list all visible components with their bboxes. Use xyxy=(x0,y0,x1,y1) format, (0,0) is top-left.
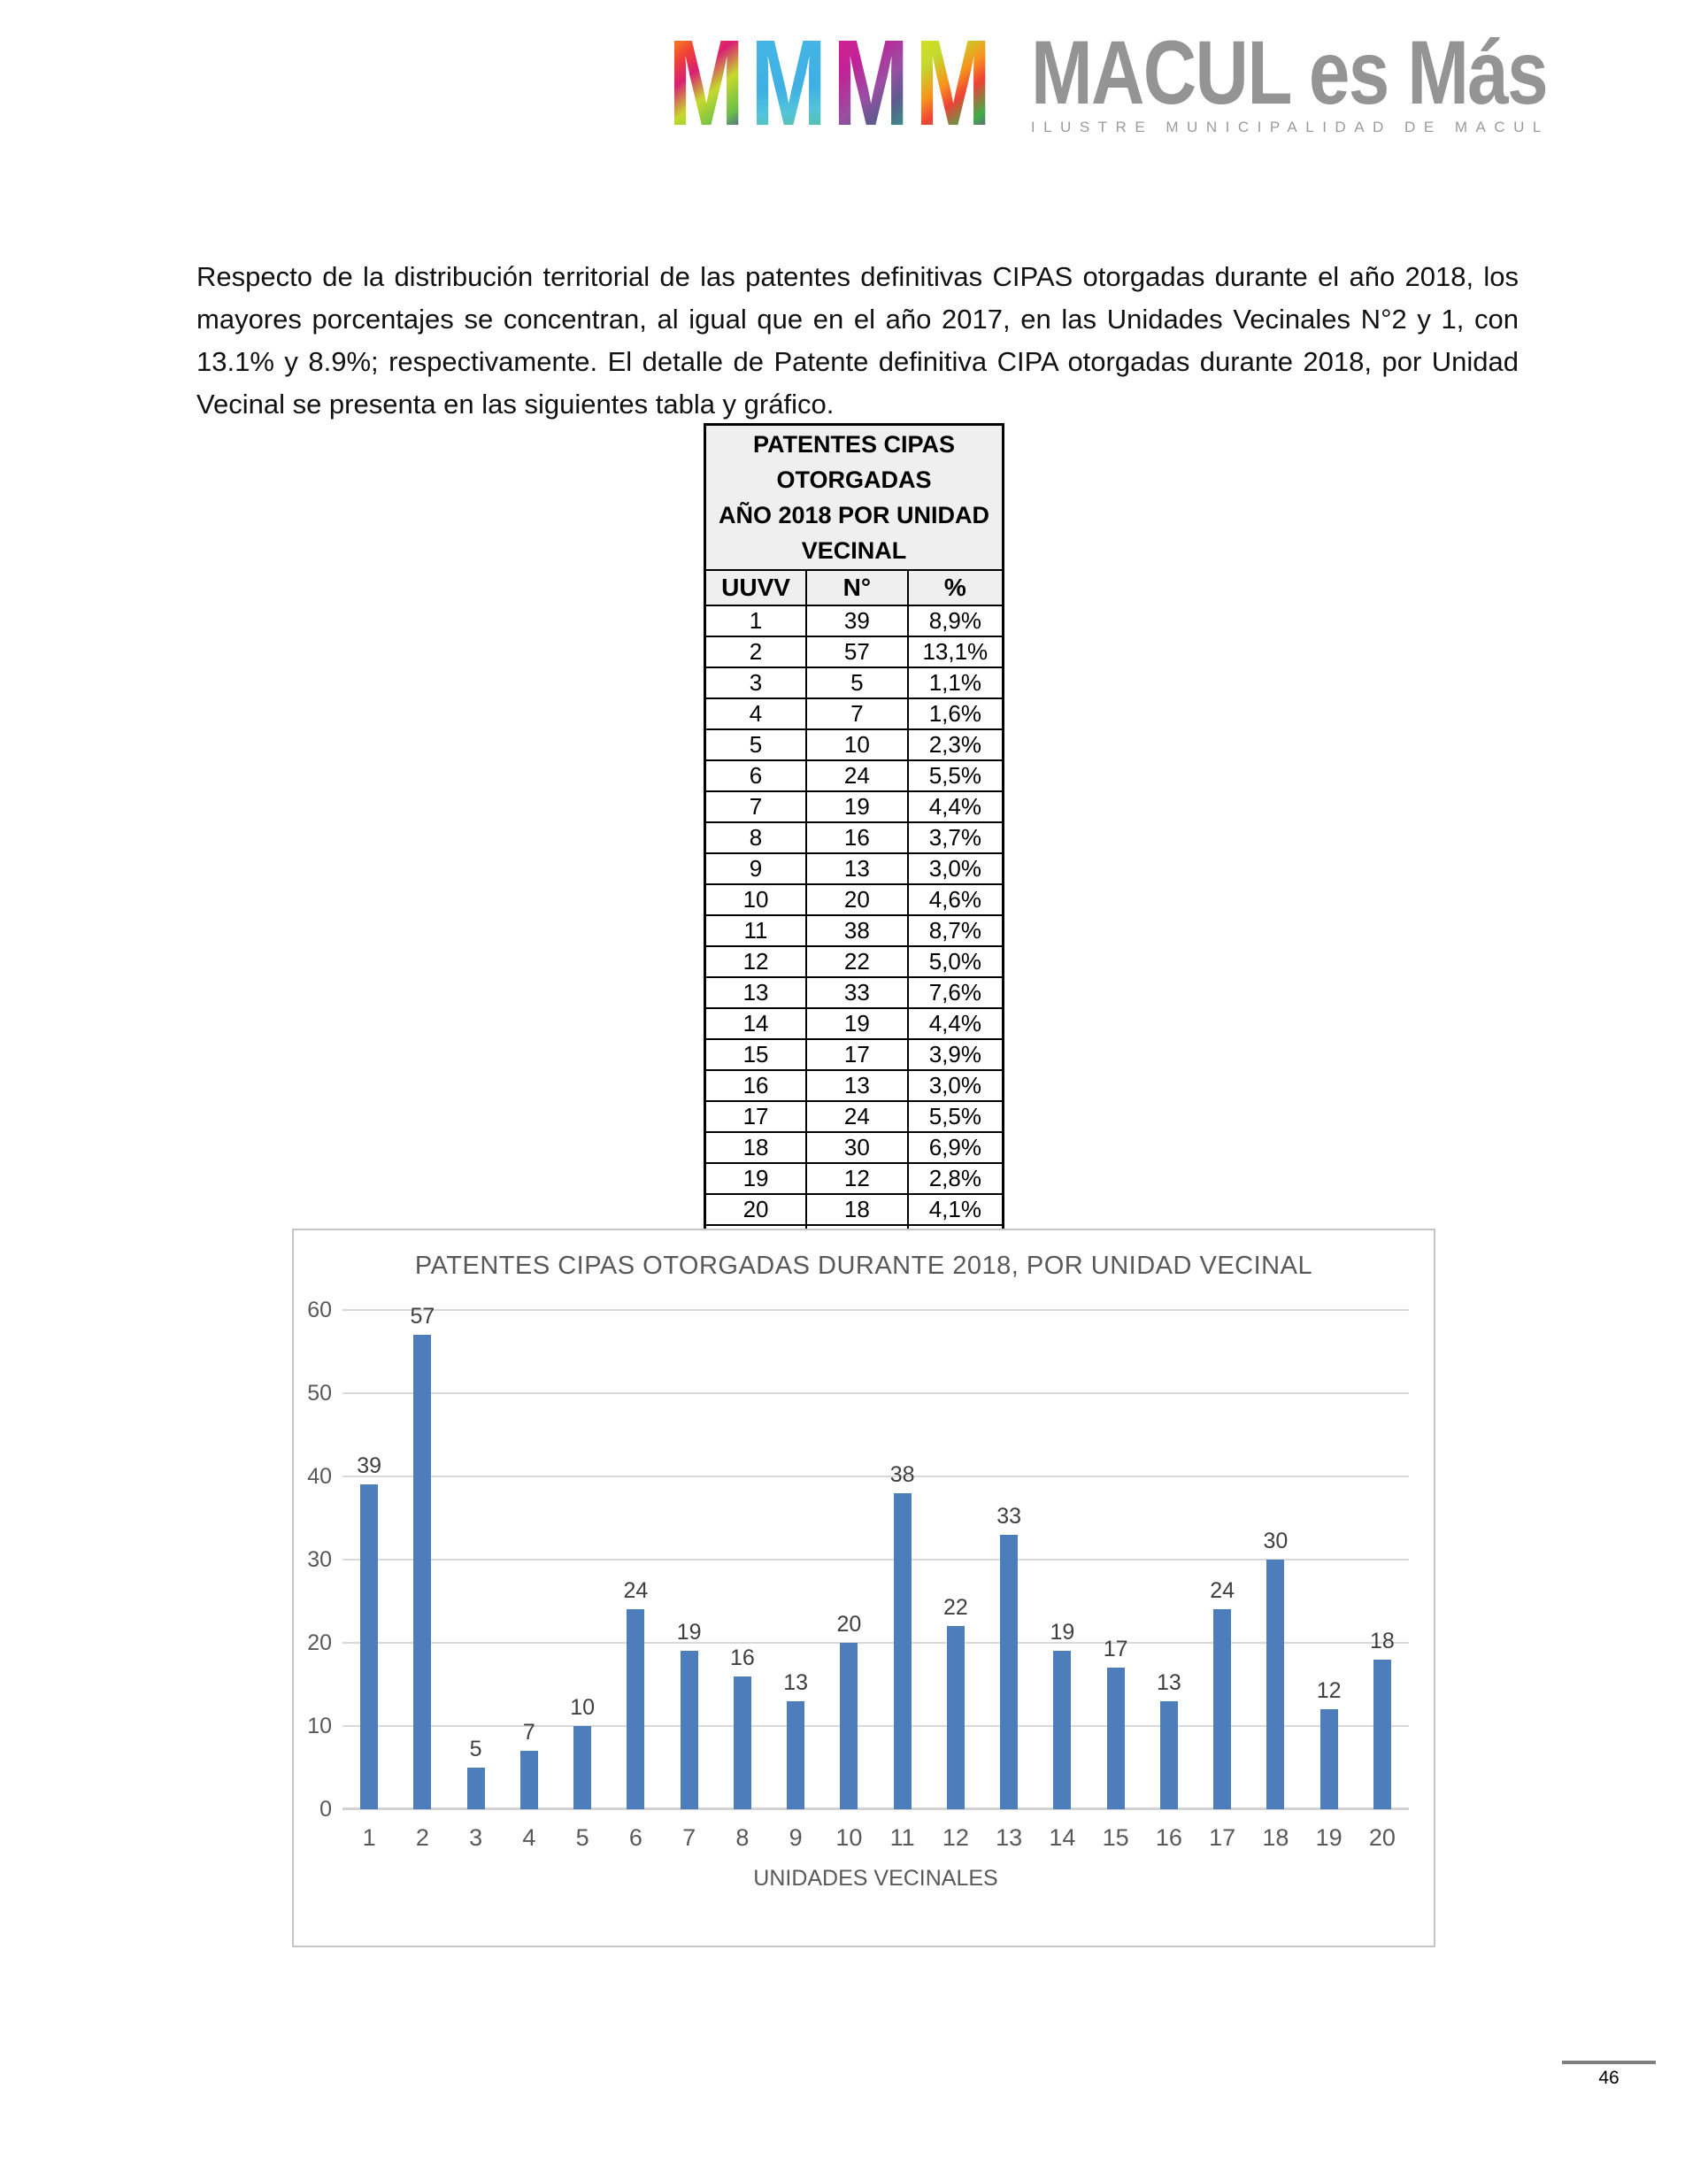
table-cell: 4,4% xyxy=(908,1008,1004,1039)
column-header-uuvv: UUVV xyxy=(705,570,807,605)
x-axis-tick-label: 4 xyxy=(522,1824,536,1851)
table-cell: 33 xyxy=(806,977,908,1008)
bar-uv-4 xyxy=(520,1751,538,1809)
patentes-table xyxy=(704,423,1004,1262)
brand-tagline: ILUSTRE MUNICIPALIDAD DE MACUL xyxy=(1030,119,1550,135)
table-cell: 7 xyxy=(705,791,807,822)
bar-uv-19 xyxy=(1320,1709,1338,1809)
y-axis-tick-label: 60 xyxy=(307,1298,332,1322)
table-cell: 4,1% xyxy=(908,1194,1004,1225)
logo-m2-icon: M xyxy=(750,15,827,151)
table-cell: 9 xyxy=(705,853,807,884)
bar-uv-11 xyxy=(894,1493,912,1809)
table-row xyxy=(705,760,1004,791)
table-title xyxy=(705,425,1004,571)
x-axis-tick-label: 8 xyxy=(735,1824,750,1851)
table-row xyxy=(705,1194,1004,1225)
x-axis-tick-label: 19 xyxy=(1315,1824,1343,1851)
table-cell: 18 xyxy=(705,1132,807,1163)
table-cell: 3,0% xyxy=(908,853,1004,884)
bar-value-label: 30 xyxy=(1263,1529,1289,1553)
x-axis-tick-label: 6 xyxy=(628,1824,642,1851)
y-axis-tick-label: 20 xyxy=(307,1630,332,1655)
table-cell: 16 xyxy=(705,1070,807,1101)
table-cell: 7 xyxy=(806,698,908,729)
table-row xyxy=(705,884,1004,915)
table-cell: 57 xyxy=(806,636,908,667)
table-row xyxy=(705,853,1004,884)
logo-m3-icon: M xyxy=(832,15,910,151)
x-axis-tick-label: 16 xyxy=(1155,1824,1182,1851)
table-row xyxy=(705,729,1004,760)
bar-value-label: 20 xyxy=(836,1612,862,1637)
logo-m4-icon: M xyxy=(914,15,992,151)
bar-uv-2 xyxy=(413,1335,431,1809)
brand-name: MACUL es Más xyxy=(1030,22,1547,123)
x-axis-tick-label: 15 xyxy=(1102,1824,1129,1851)
x-axis-tick-label: 5 xyxy=(575,1824,589,1851)
bar-uv-9 xyxy=(787,1701,804,1809)
x-axis-tick-label: 12 xyxy=(942,1824,969,1851)
bar-uv-13 xyxy=(1000,1535,1018,1809)
bar-value-label: 5 xyxy=(469,1737,482,1761)
table-cell: 6,9% xyxy=(908,1132,1004,1163)
table-row xyxy=(705,946,1004,977)
gridline-y-50 xyxy=(342,1392,1409,1394)
table-row xyxy=(705,1132,1004,1163)
footer-divider xyxy=(1562,2061,1656,2064)
table-cell: 4,4% xyxy=(908,791,1004,822)
bar-uv-14 xyxy=(1053,1651,1071,1809)
table-cell: 5 xyxy=(806,667,908,698)
table-body xyxy=(705,605,1004,1261)
table-cell: 24 xyxy=(806,1101,908,1132)
bar-value-label: 39 xyxy=(357,1453,382,1479)
table-cell: 13,1% xyxy=(908,636,1004,667)
bar-value-label: 57 xyxy=(410,1304,435,1329)
table-cell: 8 xyxy=(705,822,807,853)
table-cell: 4,6% xyxy=(908,884,1004,915)
bar-uv-3 xyxy=(467,1768,485,1809)
bar-uv-15 xyxy=(1107,1668,1125,1809)
bar-value-label: 22 xyxy=(942,1595,968,1621)
table-title-row xyxy=(705,425,1004,571)
gridline-y-20 xyxy=(342,1642,1409,1644)
bar-uv-8 xyxy=(734,1676,751,1809)
table-title-line2: AÑO 2018 POR UNIDAD VECINAL xyxy=(718,502,990,564)
table-cell: 13 xyxy=(705,977,807,1008)
bar-value-label: 7 xyxy=(522,1720,535,1746)
table-row xyxy=(705,791,1004,822)
table-cell: 18 xyxy=(806,1194,908,1225)
table-cell: 22 xyxy=(806,946,908,977)
table-cell: 24 xyxy=(806,760,908,791)
table-cell: 7,6% xyxy=(908,977,1004,1008)
page-number: 46 xyxy=(1598,2068,1620,2088)
table-cell: 15 xyxy=(705,1039,807,1070)
y-axis-tick-label: 0 xyxy=(319,1797,332,1822)
x-axis-tick-label: 9 xyxy=(789,1824,803,1851)
table-row xyxy=(705,636,1004,667)
table-cell: 38 xyxy=(806,915,908,946)
table-cell: 16 xyxy=(806,822,908,853)
table-cell: 19 xyxy=(806,1008,908,1039)
bar-uv-12 xyxy=(947,1626,965,1809)
table-cell: 10 xyxy=(705,884,807,915)
x-axis-tick-label: 13 xyxy=(996,1824,1023,1851)
table-cell: 1,1% xyxy=(908,667,1004,698)
x-axis-tick-label: 20 xyxy=(1368,1824,1396,1851)
table-cell: 13 xyxy=(806,853,908,884)
x-axis-tick-label: 7 xyxy=(682,1824,696,1851)
column-header-pct: % xyxy=(908,570,1004,605)
table-cell: 8,9% xyxy=(908,605,1004,636)
logo-m1-icon: M xyxy=(668,15,745,151)
table-row xyxy=(705,605,1004,636)
table-cell: 5,5% xyxy=(908,760,1004,791)
bar-uv-18 xyxy=(1266,1560,1284,1809)
x-axis-tick-label: 17 xyxy=(1209,1824,1236,1851)
bar-value-label: 12 xyxy=(1316,1678,1342,1704)
table-cell: 17 xyxy=(705,1101,807,1132)
bar-value-label: 13 xyxy=(783,1669,809,1695)
table-cell: 3,7% xyxy=(908,822,1004,853)
table-row xyxy=(705,1163,1004,1194)
table-cell: 1,6% xyxy=(908,698,1004,729)
table-row xyxy=(705,1101,1004,1132)
y-axis-tick-label: 40 xyxy=(307,1464,332,1489)
table-row xyxy=(705,667,1004,698)
table-cell: 5 xyxy=(705,729,807,760)
y-axis-tick-label: 50 xyxy=(307,1381,332,1406)
bar-uv-10 xyxy=(840,1643,858,1809)
bar-value-label: 24 xyxy=(1210,1578,1235,1604)
table-cell: 5,0% xyxy=(908,946,1004,977)
table-cell: 1 xyxy=(705,605,807,636)
x-axis-tick-label: 11 xyxy=(889,1824,915,1851)
table-cell: 4 xyxy=(705,698,807,729)
x-axis-tick-label: 14 xyxy=(1049,1824,1076,1851)
table-cell: 2,8% xyxy=(908,1163,1004,1194)
x-axis-tick-label: 18 xyxy=(1262,1824,1289,1851)
table-cell: 20 xyxy=(806,884,908,915)
table-cell: 19 xyxy=(705,1163,807,1194)
x-axis-tick-label: 3 xyxy=(469,1824,483,1851)
bar-value-label: 10 xyxy=(570,1695,596,1720)
table-cell: 2 xyxy=(705,636,807,667)
x-axis-tick-label: 1 xyxy=(362,1824,376,1851)
table-cell: 20 xyxy=(705,1194,807,1225)
bar-value-label: 17 xyxy=(1103,1637,1128,1662)
table-cell: 10 xyxy=(806,729,908,760)
bar-chart xyxy=(292,1229,1435,1947)
column-header-n: N° xyxy=(806,570,908,605)
table-row xyxy=(705,1008,1004,1039)
table-cell: 2,3% xyxy=(908,729,1004,760)
bar-uv-5 xyxy=(573,1726,591,1809)
bar-uv-7 xyxy=(681,1651,698,1809)
bar-uv-1 xyxy=(360,1484,378,1809)
bar-uv-20 xyxy=(1373,1660,1391,1809)
municipality-logo xyxy=(668,15,1660,151)
table-cell: 3,0% xyxy=(908,1070,1004,1101)
table-title-line1: PATENTES CIPAS OTORGADAS xyxy=(752,431,956,493)
bar-value-label: 33 xyxy=(996,1503,1022,1529)
gridline-y-60 xyxy=(342,1309,1409,1311)
table-row xyxy=(705,977,1004,1008)
bar-uv-16 xyxy=(1160,1701,1178,1809)
table-cell: 3,9% xyxy=(908,1039,1004,1070)
bar-value-label: 19 xyxy=(676,1620,702,1645)
chart-title: PATENTES CIPAS OTORGADAS DURANTE 2018, POR UNIDAD VECINAL xyxy=(414,1252,1313,1280)
table-cell: 30 xyxy=(806,1132,908,1163)
table-cell: 14 xyxy=(705,1008,807,1039)
table-cell: 12 xyxy=(705,946,807,977)
table-cell: 19 xyxy=(806,791,908,822)
table-cell: 5,5% xyxy=(908,1101,1004,1132)
chart-plot-area xyxy=(307,1298,1409,1891)
bar-uv-17 xyxy=(1213,1609,1231,1809)
bar-value-label: 24 xyxy=(623,1578,649,1604)
bar-value-label: 38 xyxy=(889,1461,915,1487)
bar-uv-6 xyxy=(627,1609,644,1809)
x-axis-tick-label: 10 xyxy=(835,1824,863,1851)
x-axis-tick-label: 2 xyxy=(415,1824,429,1851)
logo-mmmm-icon xyxy=(668,15,997,151)
table-cell: 39 xyxy=(806,605,908,636)
table-cell: 3 xyxy=(705,667,807,698)
table-cell: 17 xyxy=(806,1039,908,1070)
bar-value-label: 13 xyxy=(1156,1669,1181,1695)
table-row xyxy=(705,1039,1004,1070)
bar-value-label: 16 xyxy=(729,1645,755,1670)
intro-paragraph: Respecto de la distribución territorial de las patentes definitivas CIPAS otorgadas durante el año 2018, los mayores porcentajes se concentran, al igual que en el año 2017, en las Unidades Vecinales N°2 y 1, con 13.1% y 8.9%; respectivamente. El detalle de Patente definitiva CIPA otorgadas durante 2018, por Unidad Vecinal se presenta en las siguientes tabla y gráfico. xyxy=(196,261,1519,420)
y-axis-tick-label: 10 xyxy=(307,1714,332,1738)
table-header-row xyxy=(705,570,1004,605)
table-cell: 8,7% xyxy=(908,915,1004,946)
y-axis-tick-label: 30 xyxy=(307,1547,332,1572)
bar-value-label: 18 xyxy=(1369,1628,1395,1653)
bar-value-label: 19 xyxy=(1050,1620,1075,1645)
table-cell: 11 xyxy=(705,915,807,946)
x-axis-title: UNIDADES VECINALES xyxy=(753,1866,998,1891)
table-row xyxy=(705,698,1004,729)
logo-text-block xyxy=(1030,22,1660,136)
table-cell: 13 xyxy=(806,1070,908,1101)
gridline-y-0 xyxy=(342,1807,1409,1810)
table-cell: 12 xyxy=(806,1163,908,1194)
table-row xyxy=(705,915,1004,946)
table-cell: 6 xyxy=(705,760,807,791)
table-row xyxy=(705,822,1004,853)
gridline-y-30 xyxy=(342,1559,1409,1561)
table-row xyxy=(705,1070,1004,1101)
